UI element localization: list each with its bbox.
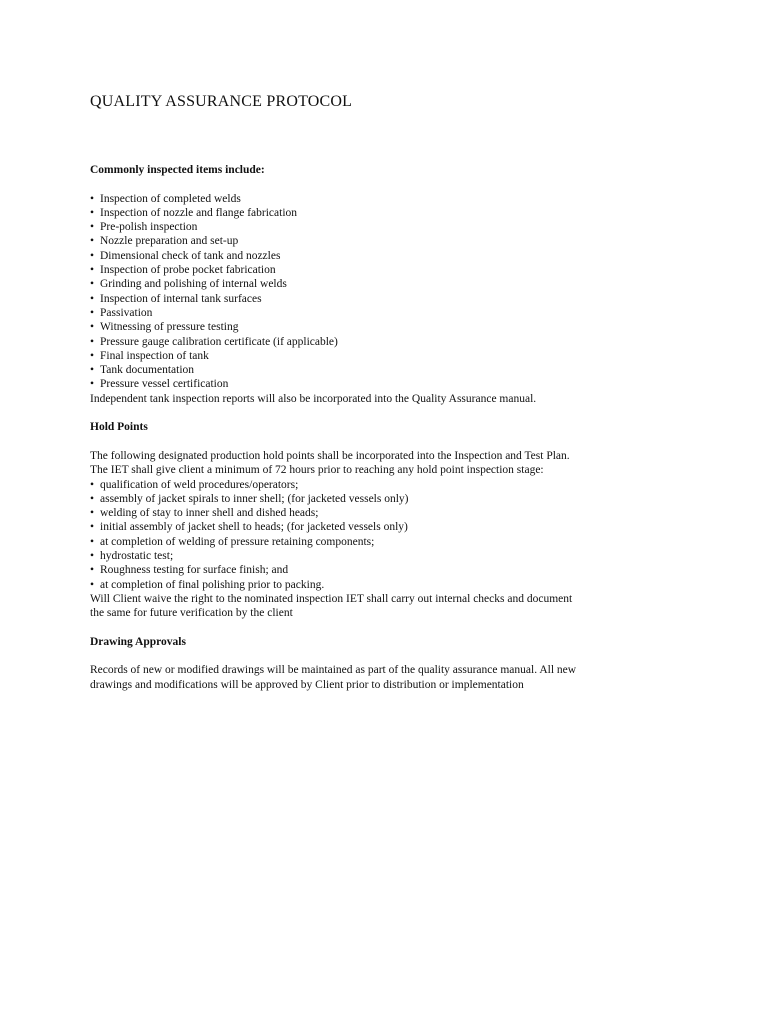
hold-points-notice: The IET shall give client a minimum of 72 hours prior to reaching any hold point inspection stage: xyxy=(90,464,544,477)
bullet-icon: • xyxy=(90,550,95,563)
inspected-item xyxy=(90,292,580,306)
hold-point-item-text: Roughness testing for surface finish; and xyxy=(100,564,289,577)
inspected-item xyxy=(90,377,580,391)
inspected-item xyxy=(90,234,580,248)
inspected-item-text: Inspection of completed welds xyxy=(100,192,241,205)
hold-points-section xyxy=(90,420,580,620)
hold-point-item xyxy=(90,506,580,520)
spacer xyxy=(90,621,580,635)
hold-point-item-text: at completion of final polishing prior to packing. xyxy=(100,578,325,591)
inspected-item-text: Inspection of probe pocket fabrication xyxy=(100,264,276,277)
inspected-item-text: Pressure gauge calibration certificate (if applicable) xyxy=(100,335,338,348)
hold-point-item xyxy=(90,549,580,563)
inspected-item xyxy=(90,349,580,363)
inspected-item xyxy=(90,277,580,291)
inspected-item xyxy=(90,220,580,234)
inspected-item xyxy=(90,192,580,206)
hold-point-item xyxy=(90,578,580,592)
bullet-icon: • xyxy=(90,335,95,348)
inspected-items-heading: Commonly inspected items include: xyxy=(90,164,265,176)
bullet-icon: • xyxy=(90,578,95,591)
drawing-approvals-body: Records of new or modified drawings will be maintained as part of the quality assurance manual. All new drawings and modifications will be approved by Client prior to distribution or implementation xyxy=(90,664,577,691)
inspected-item xyxy=(90,263,580,277)
drawing-approvals-heading: Drawing Approvals xyxy=(90,635,186,648)
inspected-item-text: Grinding and polishing of internal welds xyxy=(100,278,287,291)
hold-point-item xyxy=(90,563,580,577)
bullet-icon: • xyxy=(90,235,95,248)
hold-points-intro: The following designated production hold points shall be incorporated into the Inspection and Test Plan. xyxy=(90,449,570,462)
hold-point-item xyxy=(90,520,580,534)
spacer xyxy=(90,649,580,663)
inspected-item xyxy=(90,335,580,349)
hold-points-list xyxy=(90,478,580,592)
inspected-item xyxy=(90,363,580,377)
drawing-approvals-section xyxy=(90,635,580,692)
inspected-item xyxy=(90,249,580,263)
inspected-item-text: Tank documentation xyxy=(100,364,195,377)
bullet-icon: • xyxy=(90,564,95,577)
document-body xyxy=(90,163,580,692)
bullet-icon: • xyxy=(90,478,95,491)
inspected-item-text: Pre-polish inspection xyxy=(100,221,198,234)
bullet-icon: • xyxy=(90,306,95,319)
bullet-icon: • xyxy=(90,521,95,534)
bullet-icon: • xyxy=(90,535,95,548)
bullet-icon: • xyxy=(90,278,95,291)
bullet-icon: • xyxy=(90,192,95,205)
inspected-item-text: Dimensional check of tank and nozzles xyxy=(100,249,281,262)
bullet-icon: • xyxy=(90,507,95,520)
bullet-icon: • xyxy=(90,292,95,305)
inspected-item-text: Inspection of nozzle and flange fabrication xyxy=(100,206,298,219)
hold-point-item-text: qualification of weld procedures/operators; xyxy=(100,478,299,491)
hold-point-item-text: assembly of jacket spirals to inner shell; (for jacketed vessels only) xyxy=(100,492,409,505)
hold-point-item-text: at completion of welding of pressure retaining components; xyxy=(100,535,375,548)
inspected-item-text: Witnessing of pressure testing xyxy=(100,321,239,334)
spacer xyxy=(90,435,580,449)
bullet-icon: • xyxy=(90,378,95,391)
inspected-item xyxy=(90,206,580,220)
hold-point-item xyxy=(90,478,580,492)
bullet-icon: • xyxy=(90,249,95,262)
spacer xyxy=(90,406,580,420)
hold-points-closing: Will Client waive the right to the nominated inspection IET shall carry out internal checks and document the same for future verification by the client xyxy=(90,592,573,620)
hold-point-item-text: hydrostatic test; xyxy=(100,550,174,563)
inspected-item-text: Nozzle preparation and set-up xyxy=(100,235,239,248)
document-title: QUALITY ASSURANCE PROTOCOL xyxy=(90,93,353,110)
bullet-icon: • xyxy=(90,264,95,277)
inspected-item-text: Final inspection of tank xyxy=(100,349,209,362)
hold-point-item xyxy=(90,535,580,549)
bullet-icon: • xyxy=(90,221,95,234)
inspected-item-text: Passivation xyxy=(100,306,153,319)
inspected-items-section xyxy=(90,163,580,406)
inspected-item xyxy=(90,320,580,334)
inspected-item-text: Pressure vessel certification xyxy=(100,378,229,391)
spacer xyxy=(90,177,580,191)
bullet-icon: • xyxy=(90,349,95,362)
bullet-icon: • xyxy=(90,206,95,219)
bullet-icon: • xyxy=(90,321,95,334)
hold-points-heading: Hold Points xyxy=(90,421,148,434)
hold-point-item xyxy=(90,492,580,506)
bullet-icon: • xyxy=(90,364,95,377)
inspected-item-text: Inspection of internal tank surfaces xyxy=(100,292,262,305)
hold-point-item-text: initial assembly of jacket shell to heads; (for jacketed vessels only) xyxy=(100,521,408,534)
inspected-items-closing: Independent tank inspection reports will also be incorporated into the Quality Assurance manual. xyxy=(90,392,537,405)
hold-point-item-text: welding of stay to inner shell and dished heads; xyxy=(100,507,319,520)
inspected-items-list xyxy=(90,192,580,392)
inspected-item xyxy=(90,306,580,320)
bullet-icon: • xyxy=(90,492,95,505)
